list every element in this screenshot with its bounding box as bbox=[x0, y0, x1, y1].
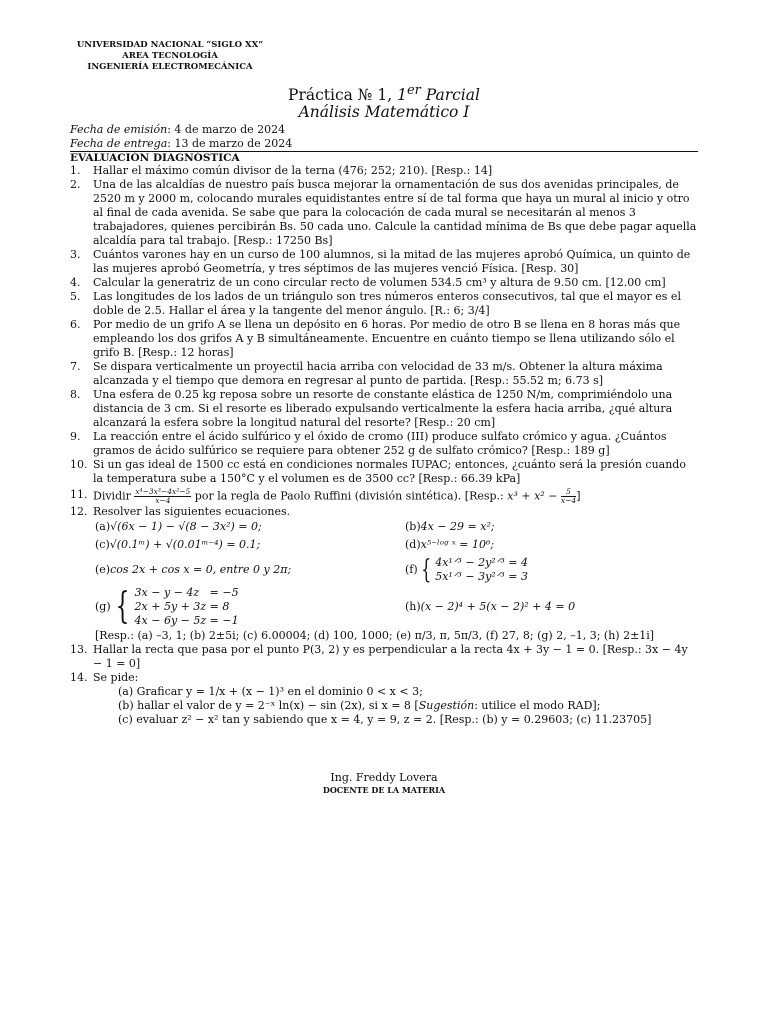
problem-list bbox=[70, 164, 698, 727]
teacher-role: DOCENTE DE LA MATERIA bbox=[322, 785, 446, 795]
problem-14: 14. Se pide: bbox=[70, 671, 139, 684]
brace-icon: { bbox=[420, 555, 431, 585]
practice-title: Práctica № 1, 1er Parcial bbox=[288, 83, 480, 105]
problem-3: 3. Cuántos varones hay en un curso de 100 alumnos, si la mitad de las mujeres aprobó Química, un quinto de las mujeres aprobó Geometría, y tres séptimos de las mujeres venció Física. [Resp. 30] bbox=[70, 248, 691, 275]
equation-g: (g) { 3x − y − 4z = −5 2x + 5y + 3z = 8 4x − 6y − 5z = −1 bbox=[95, 586, 239, 627]
problem-9: 9. La reacción entre el ácido sulfúrico y el óxido de cromo (III) produce sulfato crómico y agua. ¿Cuántos gramos de ácido sulfúrico se requiere para obtener 252 g de sulfato crómico? [Resp.: 189 g] bbox=[70, 430, 667, 457]
area-name: AREA TECNOLOGÍA bbox=[122, 51, 218, 61]
equation-e: (e) cos 2x + cos x = 0, entre 0 y 2π; bbox=[95, 563, 292, 576]
equations-answers: [Resp.: (a) –3, 1; (b) 2±5i; (c) 6.00004; (d) 100, 1000; (e) π/3, π, 5π/3, (f) 27, 8; (g) 2, –1, 3; (h) 2±1i] bbox=[95, 629, 655, 642]
equation-h: (h) (x − 2)⁴ + 5(x − 2)² + 4 = 0 bbox=[405, 600, 576, 613]
teacher-name: Ing. Freddy Lovera bbox=[330, 771, 438, 784]
problem-13: 13. Hallar la recta que pasa por el punto P(3, 2) y es perpendicular a la recta 4x + 3y − 1 = 0. [Resp.: 3x − 4y − 1 = 0] bbox=[70, 643, 688, 670]
equation-a: (a) √(6x − 1) − √(8 − 3x²) = 0; bbox=[95, 520, 262, 533]
equation-c: (c) √(0.1ᵐ) + √(0.01ᵐ⁻⁴) = 0.1; bbox=[95, 538, 261, 551]
problem-6: 6. Por medio de un grifo A se llena un depósito en 6 horas. Por medio de otro B se llena en 8 horas más que empleando los dos grifos A y B simultáneamente. Encuentre en cuánto tiempo se llena utilizando sólo el grifo B. [Resp.: 12 horas] bbox=[70, 318, 681, 359]
problem-7: 7. Se dispara verticalmente un proyectil hacia arriba con velocidad de 33 m/s. Obtener la altura máxima alcanzada y el tiempo que demora en regresar al punto de partida. [Resp.: 55.52 m; 6.73 s] bbox=[70, 360, 663, 387]
problem-11: 11. Dividir $\frac{\text{x⁴−3x³−4x²−5}}{x-4}$ por la regla de Paolo Ruffini (división sintética). [Resp.: x³ + x² − $\frac{5}{x-4}$ ] bbox=[70, 487, 581, 505]
university-name: UNIVERSIDAD NACIONAL “SIGLO XX” bbox=[76, 40, 264, 50]
dates-block bbox=[70, 123, 292, 151]
problem-2: 2. Una de las alcaldías de nuestro país busca mejorar la ornamentación de sus dos avenidas principales, de 2520 m y 2000 m, colocando murales equidistantes entre sí de tal forma que haya un mural al inicio y otro al final de cada avenida. Se sabe que para la colocación de cada mural se necesitarán al menos 3 trabajadores, quienes percibirán Bs. 50 cada uno. Calcule la cantidad mínima de Bs que debe pagar aquella alcaldía para tal trabajo. [Resp.: 17250 Bs] bbox=[70, 178, 697, 247]
course-title: Análisis Matemático I bbox=[298, 103, 470, 121]
resp-fraction: $\frac{5}{x-4}$ bbox=[560, 487, 577, 505]
equation-f: (f) { 4x¹ᐟ³ − 2y²ᐟ³ = 4 5x¹ᐟ³ − 3y²ᐟ³ = 3 bbox=[405, 555, 528, 585]
delivery-date: Fecha de entrega: 13 de marzo de 2024 bbox=[70, 137, 293, 150]
problem-12: 12. Resolver las siguientes ecuaciones. bbox=[70, 505, 291, 518]
problem-10: 10. Si un gas ideal de 1500 cc está en condiciones normales IUPAC; entonces, ¿cuánto será la presión cuando la temperatura sube a 150°C y el volumen es de 3500 cc? [Resp.: 66.39 kPa] bbox=[70, 458, 686, 485]
problem-4: 4. Calcular la generatriz de un cono circular recto de volumen 534.5 cm³ y altura de 9.50 cm. [12.00 cm] bbox=[70, 276, 666, 289]
problem-14c: (c) evaluar z² − x² tan y sabiendo que x = 4, y = 9, z = 2. [Resp.: (b) y = 0.29603; (c) 11.23705] bbox=[118, 713, 652, 726]
problem-1: 1. Hallar el máximo común divisor de la terna (476; 252; 210). [Resp.: 14] bbox=[70, 164, 493, 177]
section-heading: EVALUACIÓN DIAGNÓSTICA bbox=[70, 152, 240, 164]
emission-date: Fecha de emisión: 4 de marzo de 2024 bbox=[70, 123, 286, 136]
career-name: INGENIERÍA ELECTROMECÁNICA bbox=[87, 62, 253, 72]
problem-14b: (b) hallar el valor de y = 2⁻ˣ ln(x) − sin (2x), si x = 8 [Sugestión: utilice el modo RAD]; bbox=[118, 699, 601, 712]
problem-8: 8. Una esfera de 0.25 kg reposa sobre un resorte de constante elástica de 1250 N/m, comprimiéndolo una distancia de 3 cm. Si el resorte es liberado expulsando verticalmente la esfera hacia arriba, ¿qué altura alcanzará la esfera sobre la longitud natural del resorte? [Resp.: 20 cm] bbox=[70, 388, 673, 429]
ruffini-fraction: $\frac{\text{x⁴−3x³−4x²−5}}{x-4}$ bbox=[135, 487, 191, 505]
equation-b: (b) 4x − 29 = x²; bbox=[405, 520, 495, 533]
equation-d: (d) x⁵⁻ˡᵒᵍ ˣ = 10⁶; bbox=[405, 538, 495, 551]
equations-grid bbox=[95, 519, 698, 629]
brace-icon: { bbox=[115, 586, 129, 627]
problem-5: 5. Las longitudes de los lados de un triángulo son tres números enteros consecutivos, tal que el mayor es el doble de 2.5. Hallar el área y la tangente del menor ángulo. [R.: 6; 3/4] bbox=[70, 290, 681, 317]
institution-header bbox=[70, 40, 270, 73]
problem-14a: (a) Graficar y = 1/x + (x − 1)³ en el dominio 0 < x < 3; bbox=[118, 685, 423, 698]
problems-1-10 bbox=[70, 164, 698, 486]
